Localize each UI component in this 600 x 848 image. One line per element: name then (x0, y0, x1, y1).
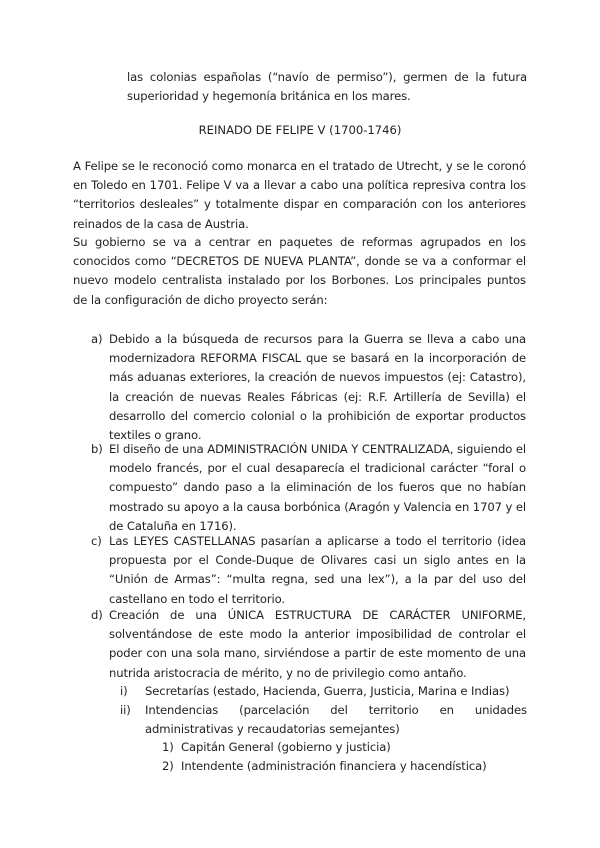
list-marker: b) (91, 442, 103, 456)
list-item-text: Creación de una ÚNICA ESTRUCTURA DE CARÁCTER UNIFORME, solventándose de este modo la anterior imposibilidad de controlar el poder con una sola mano, sirviéndose a partir de este momento de una nutrida aristocracia de mérito, y no de privilegio como antaño. (109, 608, 526, 680)
subsublist-marker: 2) (162, 759, 174, 773)
list-item-text: Debido a la búsqueda de recursos para la Guerra se lleva a cabo una modernizadora REFORMA FISCAL que se basará en la incorporación de más aduanas exteriores, la creación de nuevos impuestos (ej: Catastro), la creación de nuevas Reales Fábricas (ej: R.F. Artillería de Sevilla) el desarrollo del comercio colonial o la prohibición de exportar productos textiles o grano. (109, 332, 526, 443)
subsublist-item-text: Capitán General (gobierno y justicia) (181, 740, 391, 754)
list-marker: c) (91, 534, 102, 548)
list-marker: d) (91, 608, 103, 622)
sublist-item-text: Intendencias (parcelación del territorio en unidades administrativas y recaudatorias semejantes) (145, 703, 527, 737)
sublist-marker: i) (120, 684, 128, 698)
list-item-text: El diseño de una ADMINISTRACIÓN UNIDA Y CENTRALIZADA, siguiendo el modelo francés, por el cual desaparecía el tradicional carácter “foral o compuesto” dando paso a la eliminación de los fueros que no habían mostrado su apoyo a la causa borbónica (Aragón y Valencia en 1707 y el de Cataluña en 1716). (109, 442, 526, 533)
list-item-text: Las LEYES CASTELLANAS pasarían a aplicarse a todo el territorio (idea propuesta por el Conde-Duque de Olivares casi un siglo antes en la “Unión de Armas”: “multa regna, sed una lex”), a la par del uso del castellano en todo el territorio. (109, 534, 526, 606)
list-marker: a) (91, 332, 103, 346)
sublist-item-text: Secretarías (estado, Hacienda, Guerra, Justicia, Marina e Indias) (145, 684, 510, 698)
continuation-paragraph: las colonias españolas (“navío de permiso”), germen de la futura superioridad y hegemonía británica en los mares. (127, 70, 527, 104)
section-heading: REINADO DE FELIPE V (1700-1746) (198, 123, 402, 137)
reforms-paragraph: Su gobierno se va a centrar en paquetes de reformas agrupados en los conocidos como “DECRETOS DE NUEVA PLANTA”, donde se va a conformar el nuevo modelo centralista instalado por los Borbones. Los principales puntos de la configuración de dicho proyecto serán: (73, 235, 526, 307)
intro-paragraph: A Felipe se le reconoció como monarca en el tratado de Utrecht, y se le coronó en Toledo en 1701. Felipe V va a llevar a cabo una política represiva contra los “territorios desleales” y totalmente dispar en comparación con los anteriores reinados de la casa de Austria. (73, 159, 526, 231)
subsublist-marker: 1) (162, 740, 174, 754)
sublist-marker: ii) (120, 703, 131, 717)
subsublist-item-text: Intendente (administración financiera y hacendística) (181, 759, 487, 773)
